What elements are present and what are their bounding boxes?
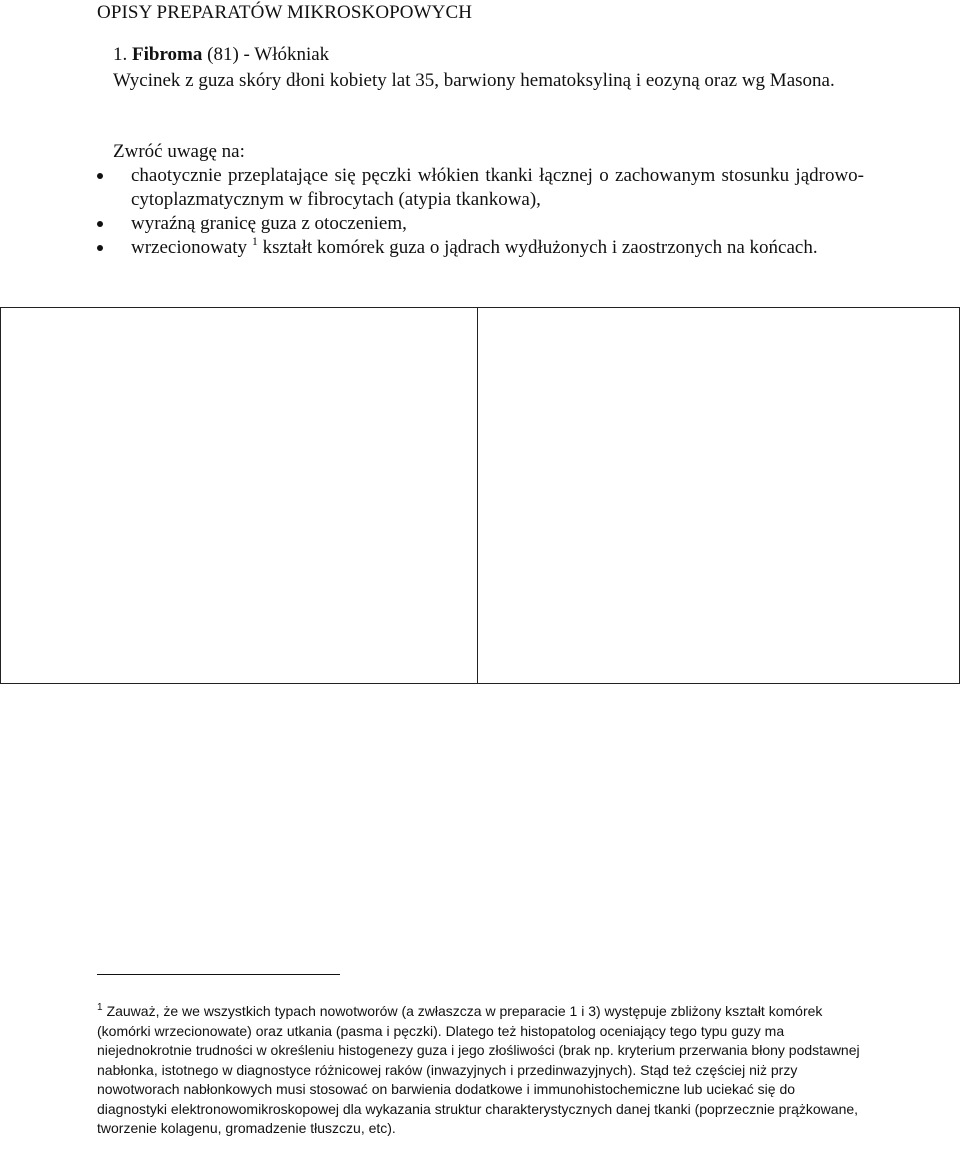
attention-label: Zwróć uwagę na: bbox=[113, 141, 245, 162]
image-placeholder-right bbox=[477, 307, 960, 684]
specimen-subtitle: (81) - Włókniak bbox=[207, 44, 330, 65]
list-item-text: wrzecionowaty bbox=[131, 237, 248, 258]
specimen-description: Wycinek z guza skóry dłoni kobiety lat 35, barwiony hematoksyliną i eozyną oraz wg Masona. bbox=[113, 70, 835, 91]
image-placeholder-left bbox=[0, 307, 480, 684]
list-item-text: kształt komórek guza o jądrach wydłużonych i zaostrzonych na końcach. bbox=[262, 237, 818, 258]
attention-list bbox=[97, 164, 864, 260]
list-item bbox=[97, 236, 864, 260]
document-title: OPISY PREPARATÓW MIKROSKOPOWYCH bbox=[97, 2, 473, 23]
footnote-marker: 1 bbox=[97, 1002, 103, 1013]
specimen-name: Fibroma bbox=[132, 44, 203, 65]
footnote bbox=[97, 1002, 862, 1139]
bullet-icon bbox=[97, 173, 103, 179]
specimen-number: 1. bbox=[113, 44, 128, 65]
list-item bbox=[97, 212, 864, 236]
footnote-text: Zauważ, że we wszystkich typach nowotworów (a zwłaszcza w preparacie 1 i 3) występuje zbliżony kształt komórek (komórki wrzecionowate) oraz utkania (pasma i pęczki). Dlatego też histopatolog oceniający tego typu guzy ma niejednokrotnie trudności w określeniu histogenezy guza i jego złośliwości (brak np. kryterium przerwania błony podstawnej nabłonka, istotnego w diagnostyce różnicowej raków (inwazyjnych i przedinwazyjnych). Stąd też częściej niż przy nowotworach nabłonkowych musi stosować on barwienia dodatkowe i immunohistochemiczne lub uciekać się do diagnostyki elektronowomikroskopowej dla wykazania struktur charakterystycznych danej tkanki (poprzecznie prążkowane, tworzenie kolagenu, gromadzenie tłuszczu, etc). bbox=[97, 1003, 860, 1136]
list-item-text: wyraźną granicę guza z otoczeniem, bbox=[131, 213, 407, 234]
list-item bbox=[97, 164, 864, 212]
footnote-divider bbox=[97, 974, 340, 975]
bullet-icon bbox=[97, 245, 103, 251]
bullet-icon bbox=[97, 221, 103, 227]
footnote-reference[interactable]: 1 bbox=[251, 234, 258, 248]
list-item-text: chaotycznie przeplatające się pęczki włókien tkanki łącznej o zachowanym stosunku jądrowo-cytoplazmatycznym w fibrocytach (atypia tkankowa), bbox=[131, 165, 864, 210]
specimen-heading bbox=[113, 44, 329, 66]
